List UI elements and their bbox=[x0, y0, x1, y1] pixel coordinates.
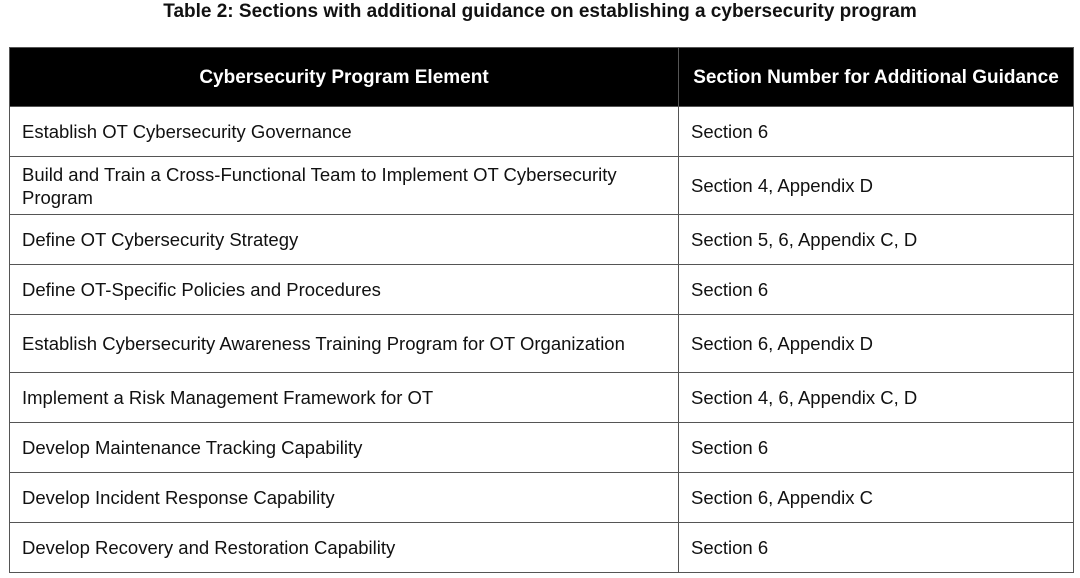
cell-section: Section 6 bbox=[679, 523, 1074, 573]
cell-section: Section 4, 6, Appendix C, D bbox=[679, 373, 1074, 423]
guidance-table bbox=[9, 47, 1074, 573]
table-row bbox=[10, 315, 1074, 373]
table-row bbox=[10, 473, 1074, 523]
cell-element: Define OT-Specific Policies and Procedures bbox=[10, 265, 679, 315]
cell-element: Build and Train a Cross-Functional Team to Implement OT Cybersecurity Program bbox=[10, 157, 679, 215]
cell-section: Section 6 bbox=[679, 107, 1074, 157]
cell-element: Implement a Risk Management Framework for OT bbox=[10, 373, 679, 423]
header-section-number: Section Number for Additional Guidance bbox=[679, 48, 1074, 107]
cell-element: Establish OT Cybersecurity Governance bbox=[10, 107, 679, 157]
table-header-row bbox=[10, 48, 1074, 107]
cell-element: Develop Maintenance Tracking Capability bbox=[10, 423, 679, 473]
table-row bbox=[10, 265, 1074, 315]
table-row bbox=[10, 373, 1074, 423]
cell-section: Section 6 bbox=[679, 423, 1074, 473]
table-row bbox=[10, 107, 1074, 157]
cell-element: Define OT Cybersecurity Strategy bbox=[10, 215, 679, 265]
cell-section: Section 4, Appendix D bbox=[679, 157, 1074, 215]
cell-section: Section 6 bbox=[679, 265, 1074, 315]
header-program-element: Cybersecurity Program Element bbox=[10, 48, 679, 107]
table-row bbox=[10, 423, 1074, 473]
cell-section: Section 6, Appendix C bbox=[679, 473, 1074, 523]
cell-element: Develop Incident Response Capability bbox=[10, 473, 679, 523]
table-row bbox=[10, 523, 1074, 573]
cell-section: Section 5, 6, Appendix C, D bbox=[679, 215, 1074, 265]
table-title: Table 2: Sections with additional guidance on establishing a cybersecurity program bbox=[163, 1, 917, 22]
cell-section: Section 6, Appendix D bbox=[679, 315, 1074, 373]
cell-element: Establish Cybersecurity Awareness Training Program for OT Organization bbox=[10, 315, 679, 373]
cell-element: Develop Recovery and Restoration Capability bbox=[10, 523, 679, 573]
table-row bbox=[10, 157, 1074, 215]
table-row bbox=[10, 215, 1074, 265]
